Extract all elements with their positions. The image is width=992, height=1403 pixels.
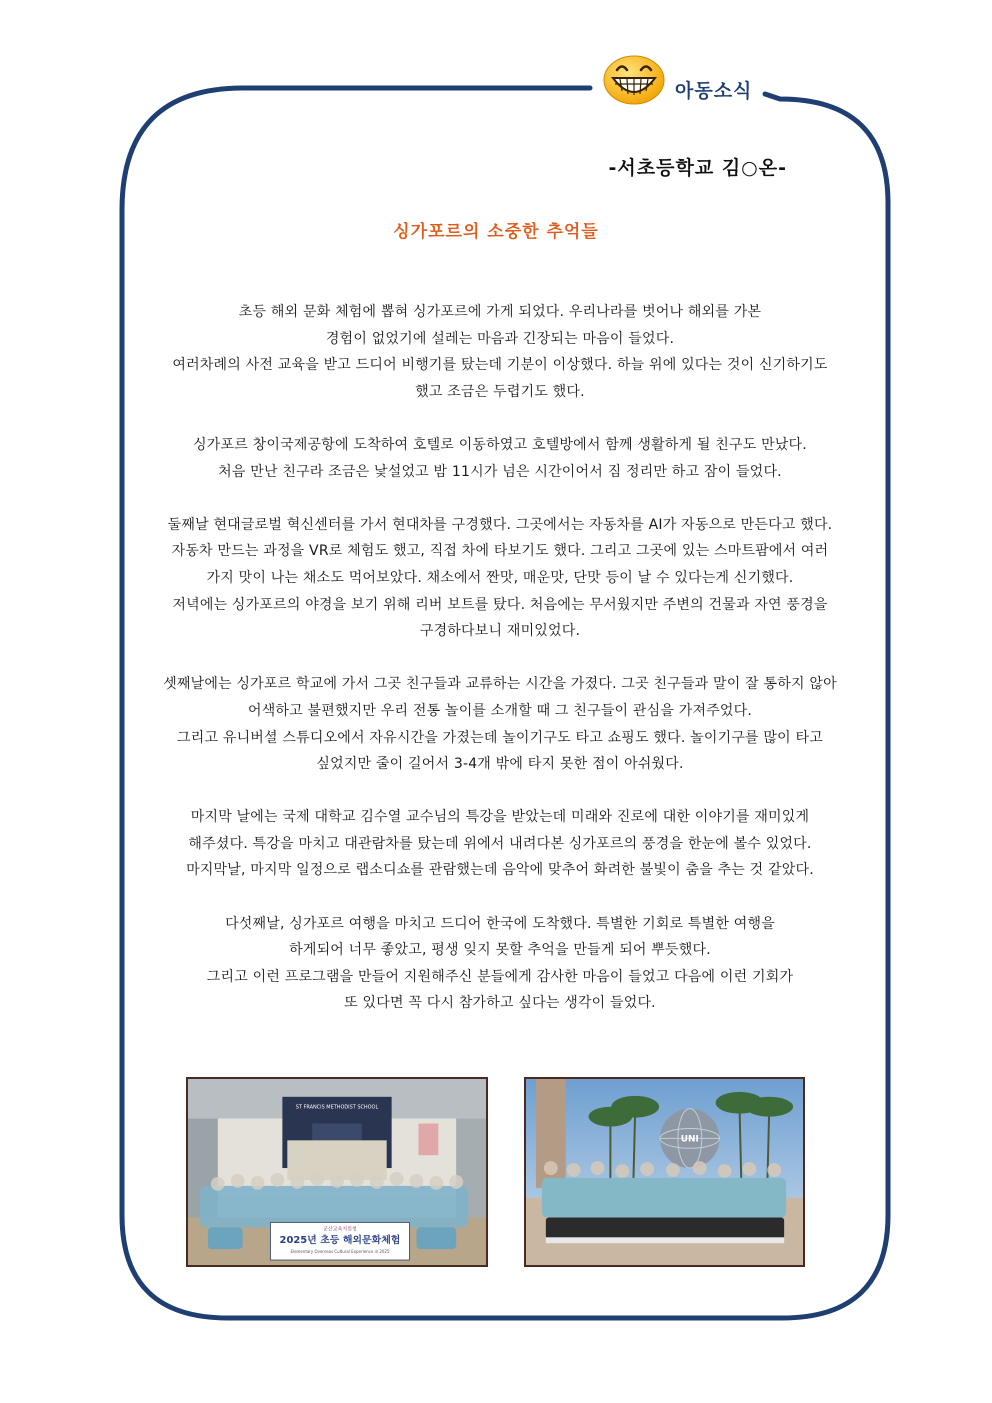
paragraph <box>128 512 872 645</box>
banner-title: 2025년 초등 해외문화체험 <box>279 1235 401 1247</box>
text-line: 그리고 유니버셜 스튜디오에서 자유시간을 가졌는데 놀이기구도 타고 쇼핑도 했다. 놀이기구를 많이 타고 <box>177 729 823 746</box>
essay-body <box>128 299 872 1044</box>
text-line: 했고 조금은 두렵기도 했다. <box>415 383 585 400</box>
text-line: 처음 만난 친구라 조금은 낯설었고 밤 11시가 넘은 시간이어서 짐 정리만 하고 잠이 들었다. <box>218 463 782 480</box>
text-line: 구경하다보니 재미있었다. <box>419 623 581 640</box>
banner-subtitle: Elementary Overseas Cultural Experience in 2025 <box>290 1249 390 1255</box>
essay-title: 싱가포르의 소중한 추억들 <box>393 222 599 242</box>
group-photo-universal-studios <box>524 1077 805 1267</box>
text-line: 자동차 만드는 과정을 VR로 체험도 했고, 직접 차에 타보기도 했다. 그리고 그곳에 있는 스마트팜에서 여러 <box>171 543 829 560</box>
smiley-face-icon <box>601 48 667 106</box>
text-line: 마지막 날에는 국제 대학교 김수열 교수님의 특강을 받았는데 미래와 진로에 대한 이야기를 재미있게 <box>190 809 810 826</box>
banner-org: 군산교육지원청 <box>323 1226 357 1233</box>
author-byline: -서초등학교 김○온- <box>608 157 787 179</box>
paragraph <box>128 432 872 485</box>
paragraph <box>128 671 872 777</box>
text-line: 해주셨다. 특강을 마치고 대관람차를 탔는데 위에서 내려다본 싱가포르의 풍경을 한눈에 볼수 있었다. <box>188 835 812 852</box>
school-sign: ST FRANCIS METHODIST SCHOOL <box>295 1104 379 1111</box>
text-line: 싱가포르 창이국제공항에 도착하여 호텔로 이동하였고 호텔방에서 함께 생활하게 될 친구도 만났다. <box>193 436 807 453</box>
globe-text: UNI <box>680 1134 699 1145</box>
text-line: 어색하고 불편했지만 우리 전통 놀이를 소개할 때 그 친구들이 관심을 가져주었다. <box>247 702 753 719</box>
section-label: 아동소식 <box>675 80 753 102</box>
group-photo-school-hall <box>186 1077 488 1267</box>
text-line: 그리고 이런 프로그램을 만들어 지원해주신 분들에게 감사한 마음이 들었고 다음에 이런 기회가 <box>206 968 794 985</box>
text-line: 하게되어 너무 좋았고, 평생 잊지 못할 추억을 만들게 되어 뿌듯했다. <box>289 942 711 959</box>
text-line: 초등 해외 문화 체험에 뽑혀 싱가포르에 가게 되었다. 우리나라를 벗어나 해외를 가본 <box>238 304 762 320</box>
text-line: 또 있다면 꼭 다시 참가하고 싶다는 생각이 들었다. <box>344 995 656 1012</box>
text-line: 다섯째날, 싱가포르 여행을 마치고 드디어 한국에 도착했다. 특별한 기회로 특별한 여행을 <box>225 915 775 932</box>
text-line: 싶었지만 줄이 길어서 3-4개 밖에 타지 못한 점이 아쉬웠다. <box>316 756 684 773</box>
text-line: 셋째날에는 싱가포르 학교에 가서 그곳 친구들과 교류하는 시간을 가졌다. 그곳 친구들과 말이 잘 통하지 않아 <box>163 676 837 693</box>
paragraph <box>128 804 872 884</box>
text-line: 가지 맛이 나는 채소도 먹어보았다. 채소에서 짠맛, 매운맛, 단맛 등이 날 수 있다는게 신기했다. <box>206 569 794 586</box>
text-line: 둘째날 현대글로벌 혁신센터를 가서 현대차를 구경했다. 그곳에서는 자동차를 AI가 자동으로 만든다고 했다. <box>167 516 833 533</box>
text-line: 저녁에는 싱가포르의 야경을 보기 위해 리버 보트를 탔다. 처음에는 무서웠지만 주변의 건물과 자연 풍경을 <box>172 596 828 613</box>
text-line: 경험이 없었기에 설레는 마음과 긴장되는 마음이 들었다. <box>325 330 675 347</box>
paragraph <box>128 911 872 1017</box>
text-line: 여러차례의 사전 교육을 받고 드디어 비행기를 탔는데 기분이 이상했다. 하늘 위에 있다는 것이 신기하기도 <box>172 357 828 374</box>
text-line: 마지막날, 마지막 일정으로 랩소디쇼를 관람했는데 음악에 맞추어 화려한 불빛이 춤을 추는 것 같았다. <box>186 862 814 879</box>
paragraph <box>128 299 872 405</box>
